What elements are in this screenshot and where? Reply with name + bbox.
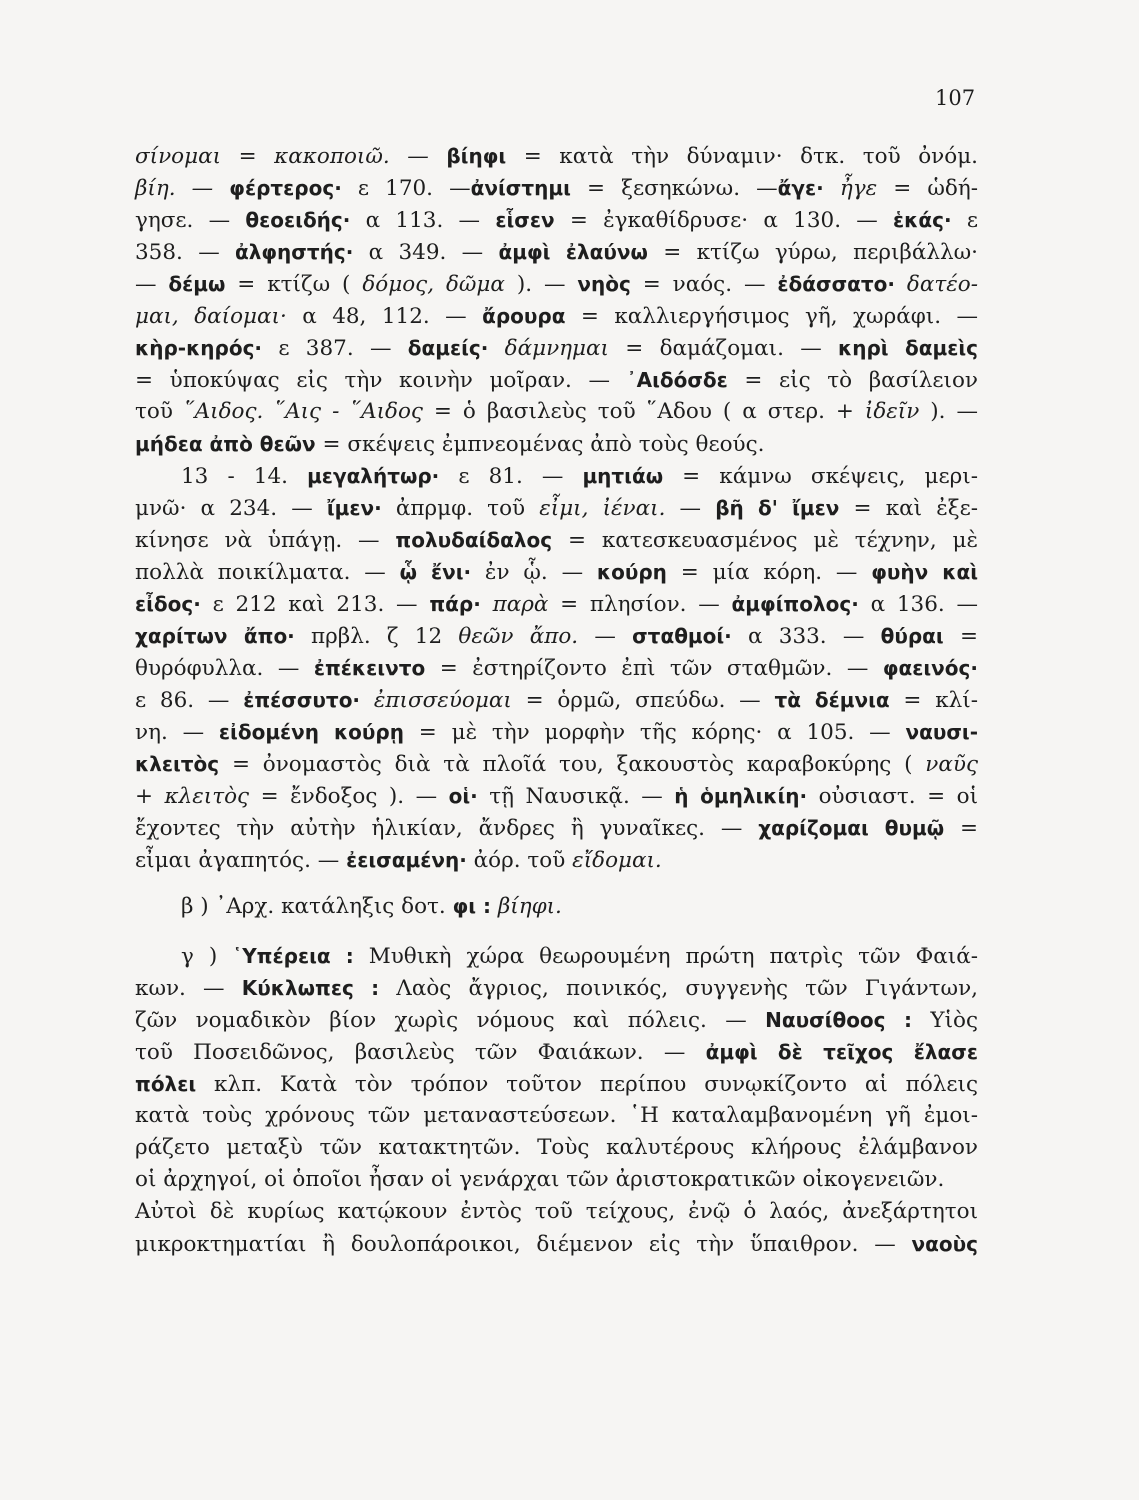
text-segment: [481, 592, 493, 617]
text-line: [135, 716, 978, 748]
text-segment: 358. —: [135, 240, 236, 265]
text-segment: τοῦ: [135, 399, 184, 424]
text-line: [135, 524, 978, 556]
headword: θύραι: [880, 624, 944, 648]
text-segment: ἐν ᾧ. —: [471, 560, 597, 585]
text-segment: = κάμνω σκέψεις, μερι-: [663, 464, 978, 489]
italic-text: εἴδομαι.: [572, 848, 662, 873]
headword: μητιάω: [582, 464, 664, 488]
text-segment: = κλί-: [889, 688, 978, 713]
text-segment: = μὲ τὴν μορφὴν τῆς κόρης· α 105. —: [403, 720, 906, 745]
text-line: [135, 172, 978, 204]
headword: ῾Υπέρεια :: [232, 944, 354, 968]
headword: φέρτερος·: [229, 176, 342, 200]
text-line: [135, 332, 978, 364]
headword: βίηφι: [446, 144, 507, 168]
text-line: [135, 460, 978, 492]
headword: κλειτὸς: [135, 752, 220, 776]
headword: χαρίζομαι θυμῷ: [758, 816, 945, 840]
headword: θεοειδής·: [245, 208, 351, 232]
headword: Κύκλωπες :: [241, 976, 380, 1000]
text-segment: ε 81. —: [439, 464, 583, 489]
text-line: [135, 268, 978, 300]
text-segment: = δαμάζομαι. —: [608, 336, 839, 361]
text-segment: = κατὰ τὴν δύναμιν· δτκ. τοῦ ὀνόμ.: [506, 144, 978, 169]
headword: φαεινός·: [882, 656, 978, 680]
headword: Ναυσίθοος :: [765, 1008, 913, 1032]
headword: φυὴν καὶ: [871, 560, 978, 584]
text-segment: = ὁ βασιλεὺς τοῦ ῞Αδου ( α στερ. +: [422, 399, 865, 424]
text-line: [135, 588, 978, 620]
text-segment: = ὀνομαστὸς διὰ τὰ πλοῖά του, ξακουστὸς καραβοκύρης (: [219, 752, 926, 777]
text-segment: α 113. —: [350, 208, 496, 233]
headword: ἀνίστημι: [470, 176, 571, 200]
text-segment: [491, 894, 498, 919]
text-segment: α 333. —: [731, 624, 881, 649]
text-segment: +: [135, 784, 165, 809]
headword: σταθμοί·: [632, 624, 732, 648]
headword: μήδεα ἀπὸ θεῶν: [135, 432, 316, 456]
text-segment: = ἔνδοξος ). —: [249, 784, 449, 809]
text-segment: β ) ᾿Αρχ. κατάληξις δοτ.: [181, 894, 453, 919]
text-segment: οἱ ἀρχηγοί, οἱ ὁποῖοι ἦσαν οἱ γενάρχαι τῶν ἀριστοκρατικῶν οἰκογενειῶν.: [135, 1167, 945, 1192]
text-segment: —: [578, 624, 633, 649]
text-segment: ε 212 καὶ 213. —: [200, 592, 430, 617]
text-segment: Υἱὸς: [912, 1008, 978, 1033]
text-line: [135, 972, 978, 1004]
headword: ᾧ ἔνι·: [399, 560, 472, 584]
headword: φι :: [452, 894, 491, 918]
text-line: [135, 1228, 978, 1260]
headword: κηρὶ δαμεὶς: [838, 336, 978, 360]
headword: πάρ·: [429, 592, 481, 616]
headword: ἐπέσσυτο·: [243, 688, 361, 712]
headword: πόλει: [135, 1072, 197, 1096]
text-segment: πολλὰ ποικίλματα. —: [135, 560, 400, 585]
text-segment: γησε. —: [135, 208, 246, 233]
text-segment: = σκέψεις ἐμπνεομένας ἀπὸ τοὺς θεούς.: [315, 432, 765, 457]
text-segment: = κτίζω (: [225, 272, 363, 297]
text-segment: κατὰ τοὺς χρόνους τῶν μεταναστεύσεων. ῾Η καταλαμβανομένη γῆ ἐμοι-: [135, 1103, 978, 1128]
text-segment: ἔχοντες τὴν αὐτὴν ἡλικίαν, ἄνδρες ἢ γυναῖκες. —: [135, 816, 759, 841]
text-segment: α 48, 112. —: [286, 304, 483, 329]
text-line: [135, 940, 978, 972]
headword: ἀμφίπολος·: [731, 592, 859, 616]
text-segment: =: [943, 624, 978, 649]
italic-text: δόμος, δῶμα: [362, 272, 505, 297]
headword: ἐδάσσατο·: [777, 272, 895, 296]
text-segment: = ἐγκαθίδρυσε· α 130. —: [554, 208, 894, 233]
text-line: [135, 812, 978, 844]
text-line: [135, 1068, 978, 1100]
text-segment: [895, 272, 907, 297]
text-segment: = καλλιεργήσιμος γῆ, χωράφι. —: [565, 304, 978, 329]
italic-text: σίνομαι = κακοποιῶ. —: [135, 144, 447, 169]
text-segment: ζῶν νομαδικὸν βίον χωρὶς νόμους καὶ πόλεις. —: [135, 1008, 766, 1033]
text-line: [135, 890, 978, 922]
headword: ναοὺς: [911, 1232, 978, 1256]
text-segment: = κτίζω γύρω, περιβάλλω·: [647, 240, 978, 265]
text-segment: [488, 336, 504, 361]
headword: ἀμφὶ ἐλαύνω: [498, 240, 648, 264]
text-segment: οὐσιαστ. = οἱ: [807, 784, 979, 809]
text-segment: = ξεσηκώνω. —: [570, 176, 778, 201]
text-segment: α 136. —: [858, 592, 978, 617]
headword: νηὸς: [577, 272, 631, 296]
text-line: [135, 396, 978, 428]
text-line: [135, 1004, 978, 1036]
commentary-text: [135, 140, 978, 1260]
italic-text: ῞Αιδος. ῞Αις - ῞Αιδος: [183, 399, 423, 424]
headword: χαρίτων ἄπο·: [135, 624, 295, 648]
text-segment: = καὶ ἐξε-: [839, 496, 979, 521]
text-line: [135, 780, 978, 812]
text-line: [135, 140, 978, 172]
headword: εἶδος·: [135, 592, 201, 616]
headword: πολυδαίδαλος: [395, 528, 553, 552]
italic-text: ἐπισσεύομαι: [373, 688, 512, 713]
text-line: [135, 844, 978, 876]
text-segment: ε 387. —: [262, 336, 408, 361]
headword: ἑκάς·: [893, 208, 952, 232]
text-segment: = μία κόρη. —: [666, 560, 872, 585]
italic-text: βίηφι.: [497, 894, 562, 919]
text-segment: νη. —: [135, 720, 219, 745]
headword: δέμω: [168, 272, 226, 296]
text-segment: κλπ. Κατὰ τὸν τρόπον τοῦτον περίπου συνῳκίζοντο αἱ πόλεις: [196, 1072, 978, 1097]
text-line: [135, 652, 978, 684]
headword: ναυσι-: [905, 720, 978, 744]
headword: ἄρουρα: [482, 304, 566, 328]
text-line: [135, 748, 978, 780]
italic-text: βίη. —: [135, 176, 230, 201]
text-segment: = ναός. —: [630, 272, 778, 297]
text-segment: = ὑποκύψας εἰς τὴν κοινὴν μοῖραν. —: [135, 368, 627, 393]
text-segment: ἀόρ. τοῦ: [466, 848, 573, 873]
italic-text: παρὰ: [492, 592, 549, 617]
text-segment: —: [665, 496, 716, 521]
text-segment: ε 86. —: [135, 688, 244, 713]
headword: ᾿Αιδόσδε: [626, 368, 728, 392]
italic-text: δάμνημαι: [504, 336, 609, 361]
text-segment: θυρόφυλλα. —: [135, 656, 314, 681]
text-segment: ράζετο μεταξὺ τῶν κατακτητῶν. Τοὺς καλυτέρους κλήρους ἐλάμβανον: [135, 1135, 978, 1160]
text-segment: μικροκτηματίαι ἢ δουλοπάροικοι, διέμενον εἰς τὴν ὕπαιθρον. —: [135, 1232, 912, 1257]
headword: ἀλφηστής·: [235, 240, 354, 264]
italic-text: ναῦς: [925, 752, 978, 777]
text-line: [135, 1164, 978, 1196]
text-line: [135, 236, 978, 268]
text-line: [135, 1132, 978, 1164]
italic-text: ἰδεῖν: [864, 399, 920, 424]
italic-text: κλειτὸς: [164, 784, 250, 809]
text-line: [135, 300, 978, 332]
text-segment: = πλησίον. —: [548, 592, 732, 617]
headword: εἰδομένη κούρῃ: [218, 720, 404, 744]
text-segment: τῇ Ναυσικᾷ. —: [477, 784, 675, 809]
italic-text: ἦγε: [839, 176, 878, 201]
text-segment: [824, 176, 840, 201]
text-segment: = ὁρμῶ, σπεύδω. —: [511, 688, 775, 713]
text-segment: = ὡδή-: [877, 176, 978, 201]
headword: ἐπέκειντο: [313, 656, 426, 680]
text-segment: = κατεσκευασμένος μὲ τέχνην, μὲ: [552, 528, 979, 553]
text-line: [135, 620, 978, 652]
text-segment: ε 170. —: [341, 176, 471, 201]
text-segment: α 349. —: [353, 240, 499, 265]
text-line: [135, 1100, 978, 1132]
headword: δαμείς·: [407, 336, 489, 360]
headword: τὰ δέμνια: [774, 688, 890, 712]
text-segment: ). —: [919, 399, 978, 424]
italic-text: μαι, δαίομαι·: [135, 304, 287, 329]
text-segment: πρβλ. ζ 12: [294, 624, 459, 649]
italic-text: δατέο-: [906, 272, 978, 297]
text-segment: γ ): [181, 944, 233, 969]
headword: ἀμφὶ δὲ τεῖχος ἔλασε: [705, 1040, 978, 1064]
headword: κὴρ-κηρός·: [135, 336, 263, 360]
text-line: [135, 1036, 978, 1068]
text-segment: εἶμαι ἀγαπητός. —: [135, 848, 347, 873]
headword: ἐεισαμένη·: [346, 848, 467, 872]
text-segment: = εἰς τὸ βασίλειον: [727, 368, 978, 393]
italic-text: θεῶν ἄπο.: [458, 624, 579, 649]
headword: ἴμεν·: [326, 496, 382, 520]
text-segment: ε: [951, 208, 978, 233]
text-line: [135, 1196, 978, 1228]
text-segment: [360, 688, 374, 713]
text-segment: ). —: [504, 272, 578, 297]
text-line: [135, 428, 978, 460]
text-segment: Αὐτοὶ δὲ κυρίως κατῴκουν ἐντὸς τοῦ τείχους, ἐνῷ ὁ λαός, ἀνεξάρτητοι: [135, 1199, 978, 1224]
text-segment: = ἐστηρίζοντο ἐπὶ τῶν σταθμῶν. —: [425, 656, 883, 681]
headword: ἄγε·: [777, 176, 824, 200]
text-segment: ἀπρμφ. τοῦ: [381, 496, 540, 521]
text-line: [135, 364, 978, 396]
headword: ἡ ὁμηλικίη·: [674, 784, 808, 808]
page-number: 107: [935, 86, 976, 110]
headword: εἷσεν: [495, 208, 555, 232]
text-line: [135, 684, 978, 716]
text-segment: —: [135, 272, 169, 297]
text-line: [135, 556, 978, 588]
text-line: [135, 204, 978, 236]
text-segment: Λαὸς ἄγριος, ποινικός, συγγενὴς τῶν Γιγάντων,: [379, 976, 978, 1001]
text-segment: κίνησε νὰ ὑπάγῃ. —: [135, 528, 396, 553]
text-segment: 13 - 14.: [181, 464, 308, 489]
headword: μεγαλήτωρ·: [307, 464, 440, 488]
headword: βῆ δ' ἴμεν: [715, 496, 840, 520]
text-segment: κων. —: [135, 976, 242, 1001]
italic-text: εἶμι, ἰέναι.: [539, 496, 666, 521]
text-segment: τοῦ Ποσειδῶνος, βασιλεὺς τῶν Φαιάκων. —: [135, 1040, 706, 1065]
headword: κούρη: [596, 560, 667, 584]
text-segment: =: [944, 816, 978, 841]
text-segment: Μυθικὴ χώρα θεωρουμένη πρώτη πατρὶς τῶν Φαιά-: [353, 944, 978, 969]
text-line: [135, 492, 978, 524]
text-segment: μνῶ· α 234. —: [135, 496, 327, 521]
headword: οἱ·: [448, 784, 478, 808]
